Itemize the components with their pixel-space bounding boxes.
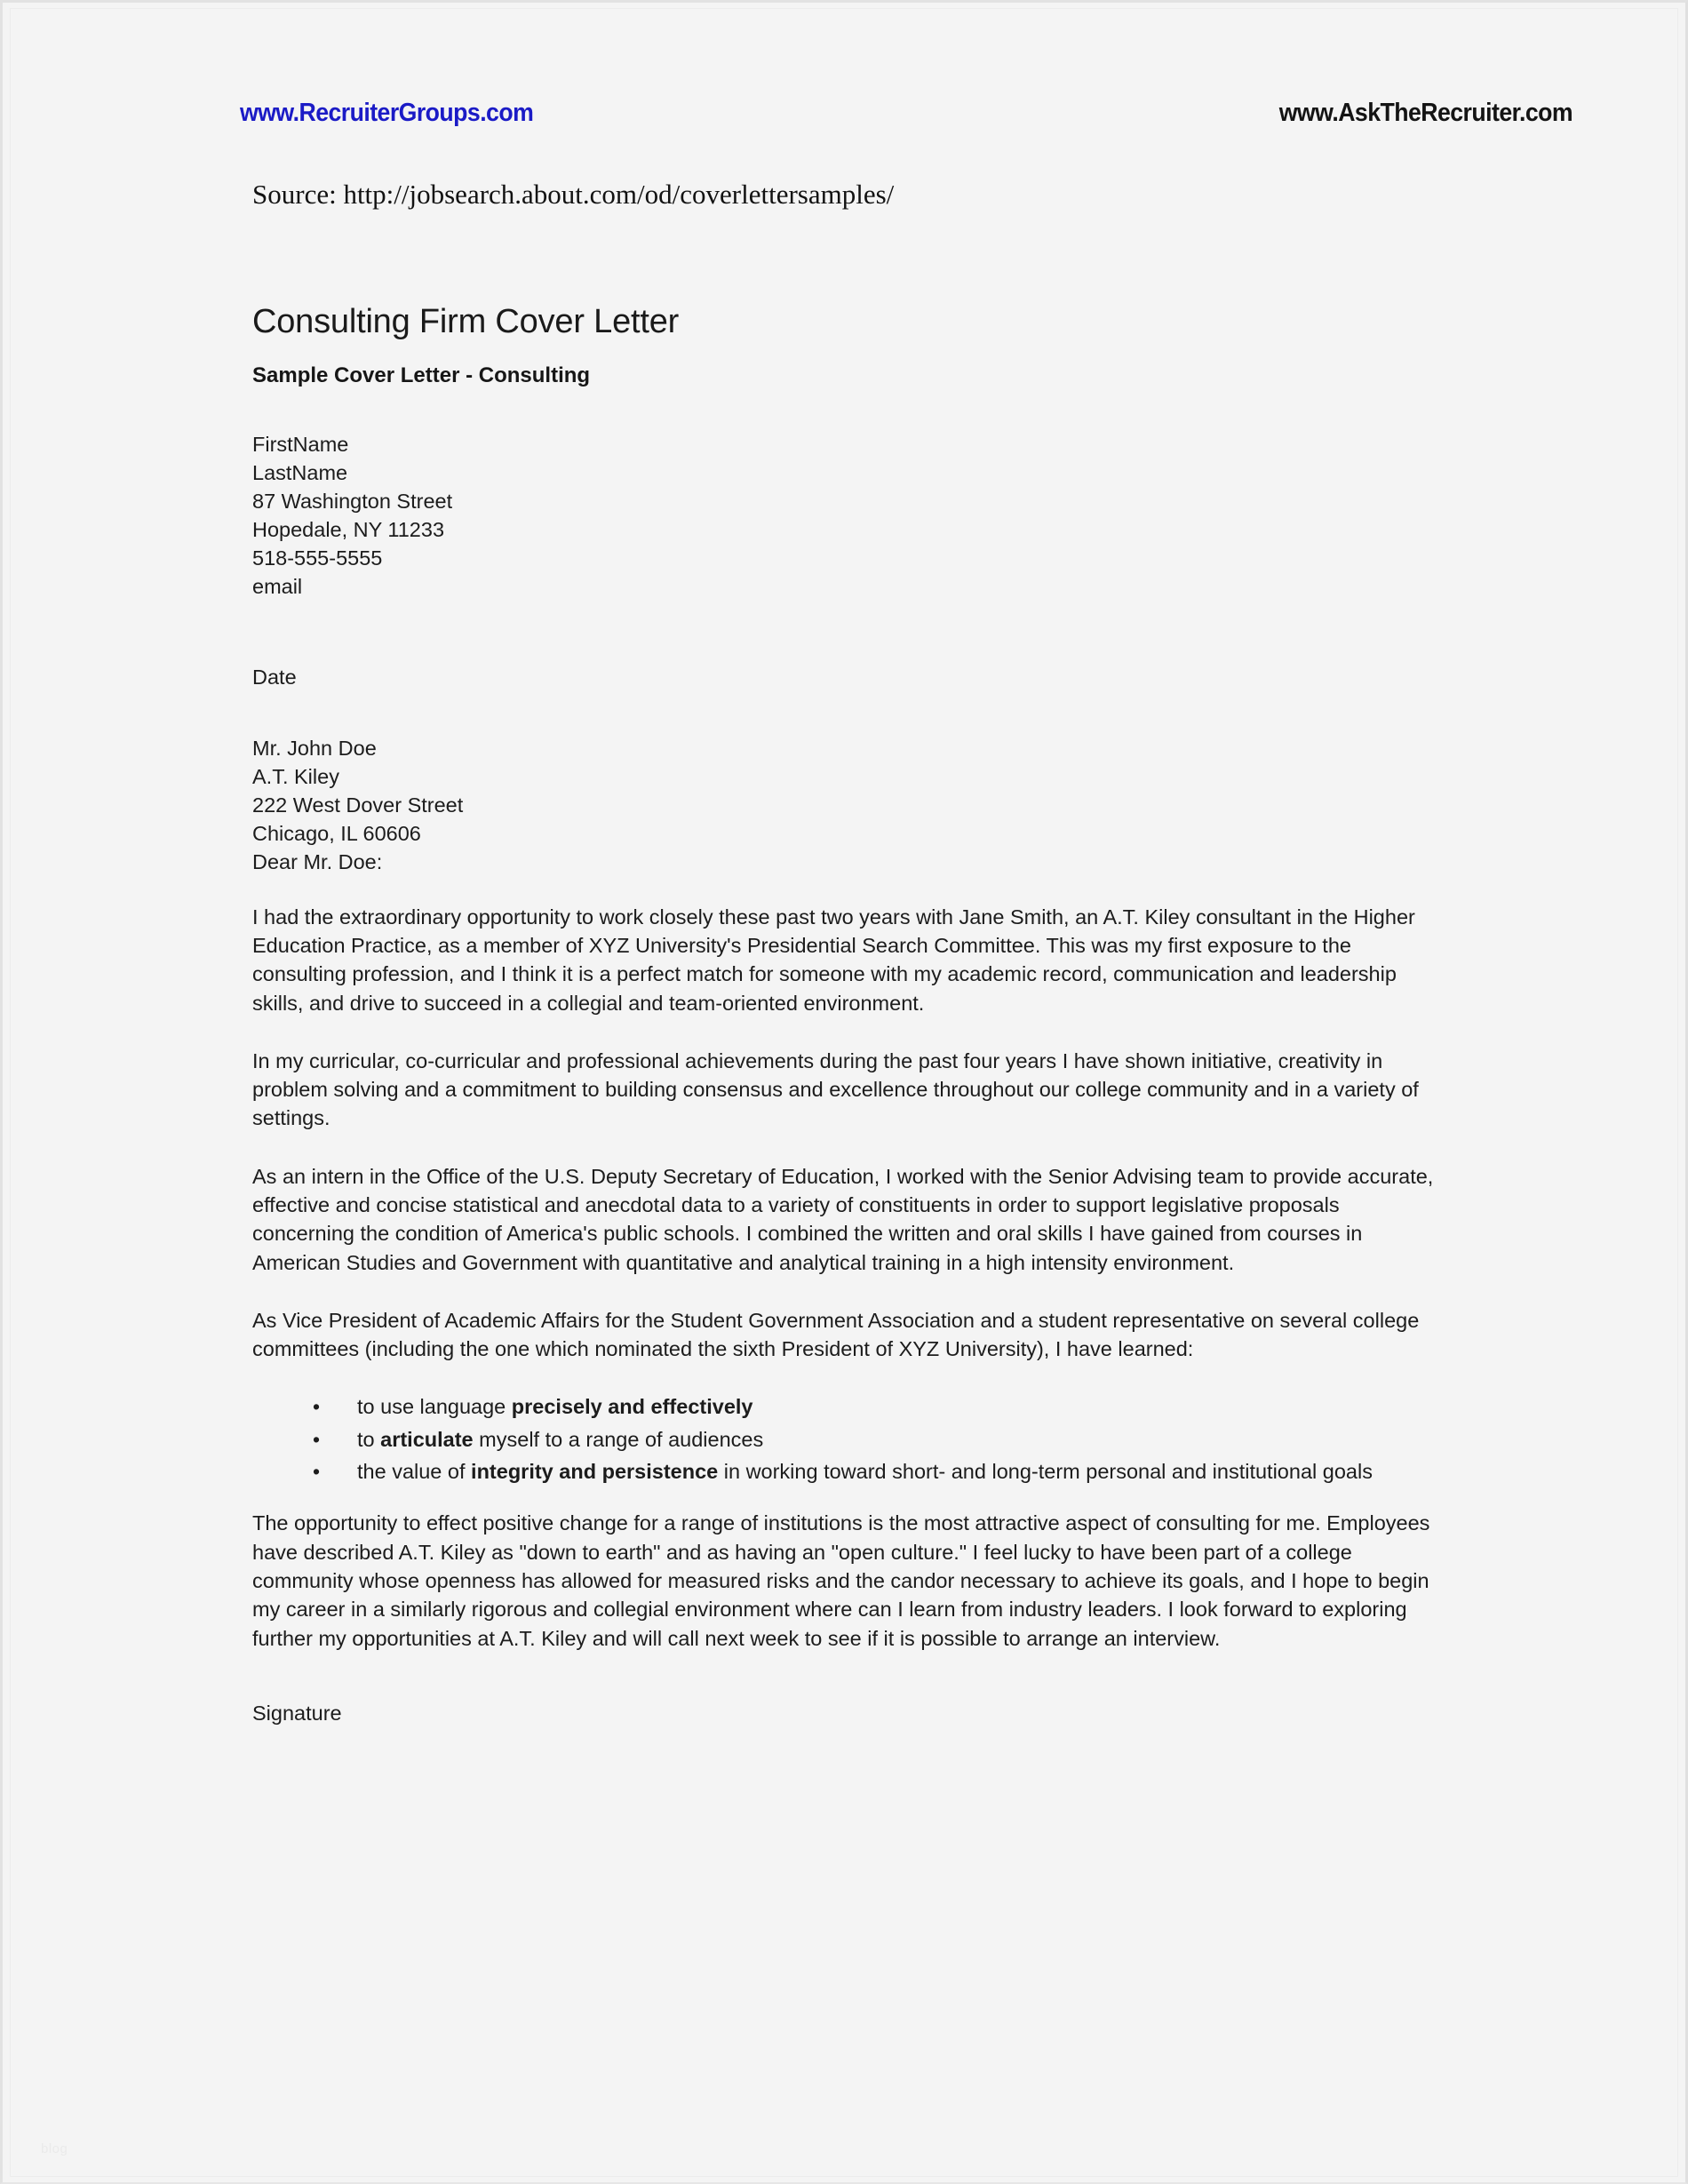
list-item-emphasis: integrity and persistence	[471, 1460, 719, 1484]
list-item	[252, 1392, 1443, 1421]
sender-address-line: Hopedale, NY 11233	[252, 517, 445, 541]
closing-paragraph: The opportunity to effect positive change for a range of institutions is the most attractive aspect of consulting for me. Employees have described A.T. Kiley as "down to earth" and as having an "open culture." I feel lucky to have been part of a college community whose openness has allowed for measured risks and the candor necessary to achieve its goals, and I hope to begin my career in a similarly rigorous and collegial environment where can I learn from industry leaders. I look forward to exploring further my opportunities at A.T. Kiley and will call next week to see if it is possible to arrange an interview.	[252, 1511, 1430, 1650]
sender-address-line: 518-555-5555	[252, 546, 383, 570]
recipient-address-line: 222 West Dover Street	[252, 793, 464, 817]
bullet-point-icon: •	[313, 1427, 321, 1451]
bullet-point-icon: •	[313, 1460, 321, 1484]
salutation-line: Dear Mr. Doe:	[252, 849, 383, 873]
sender-address-line: FirstName	[252, 432, 349, 456]
list-item-emphasis: articulate	[380, 1427, 474, 1451]
bullet-point-icon: •	[313, 1395, 321, 1419]
ask-the-recruiter-link[interactable]: www.AskTheRecruiter.com	[1278, 99, 1573, 127]
cover-letter-body	[252, 302, 1443, 1727]
page-title: Consulting Firm Cover Letter	[252, 303, 680, 340]
spacer	[252, 876, 1443, 903]
source-url-line: Source: http://jobsearch.about.com/od/coverlettersamples/	[252, 179, 895, 210]
list-item-text: to use language	[357, 1395, 512, 1419]
date-placeholder: Date	[252, 665, 297, 689]
spacer	[252, 691, 1443, 734]
list-item-text: the value of	[357, 1460, 472, 1484]
sender-address-line: email	[252, 574, 303, 598]
body-paragraph: As Vice President of Academic Affairs for the Student Government Association and a student representative on several college committees (including the one which nominated the sixth President of XYZ University), I have learned:	[252, 1308, 1420, 1361]
sender-address-line: 87 Washington Street	[252, 489, 453, 513]
page-inner-frame	[10, 8, 1678, 2177]
sender-address-block	[252, 430, 1443, 601]
list-item	[252, 1457, 1443, 1486]
body-paragraph: I had the extraordinary opportunity to work closely these past two years with Jane Smith, an A.T. Kiley consultant in the Higher Education Practice, as a member of XYZ University's Presidential Search Committee. This was my first exposure to the consulting profession, and I think it is a perfect match for someone with my academic record, communication and leadership skills, and drive to succeed in a collegial and team-oriented environment.	[252, 905, 1415, 1015]
sender-address-line: LastName	[252, 460, 348, 484]
signature-placeholder: Signature	[252, 1701, 342, 1725]
list-item-emphasis: precisely and effectively	[511, 1395, 753, 1419]
recipient-address-block	[252, 734, 1443, 876]
learnings-bullet-list	[252, 1392, 1443, 1486]
spacer	[252, 601, 1443, 663]
recruiter-groups-link[interactable]: www.RecruiterGroups.com	[240, 99, 534, 127]
list-item	[252, 1425, 1443, 1454]
recipient-address-line: A.T. Kiley	[252, 764, 339, 788]
list-item-text: in working toward short- and long-term personal and institutional goals	[718, 1460, 1373, 1484]
body-paragraph: As an intern in the Office of the U.S. Deputy Secretary of Education, I worked with the Senior Advising team to provide accurate, effective and concise statistical and anecdotal data to a variety of constituents in order to support legislative proposals concerning the condition of America's public schools. I combined the written and oral skills I have gained from courses in American Studies and Government with quantitative and analytical training in a high intensity environment.	[252, 1164, 1434, 1274]
page-subtitle: Sample Cover Letter - Consulting	[252, 363, 591, 387]
list-item-text: myself to a range of audiences	[473, 1427, 764, 1451]
recipient-address-line: Mr. John Doe	[252, 736, 377, 760]
page-watermark: blog	[41, 2141, 68, 2156]
body-paragraph: In my curricular, co-curricular and professional achievements during the past four years I have shown initiative, creativity in problem solving and a commitment to building consensus and excellence throughout our college community and in a variety of settings.	[252, 1048, 1419, 1130]
recipient-address-line: Chicago, IL 60606	[252, 821, 421, 845]
header-banner	[240, 100, 1573, 138]
list-item-text: to	[357, 1427, 381, 1451]
